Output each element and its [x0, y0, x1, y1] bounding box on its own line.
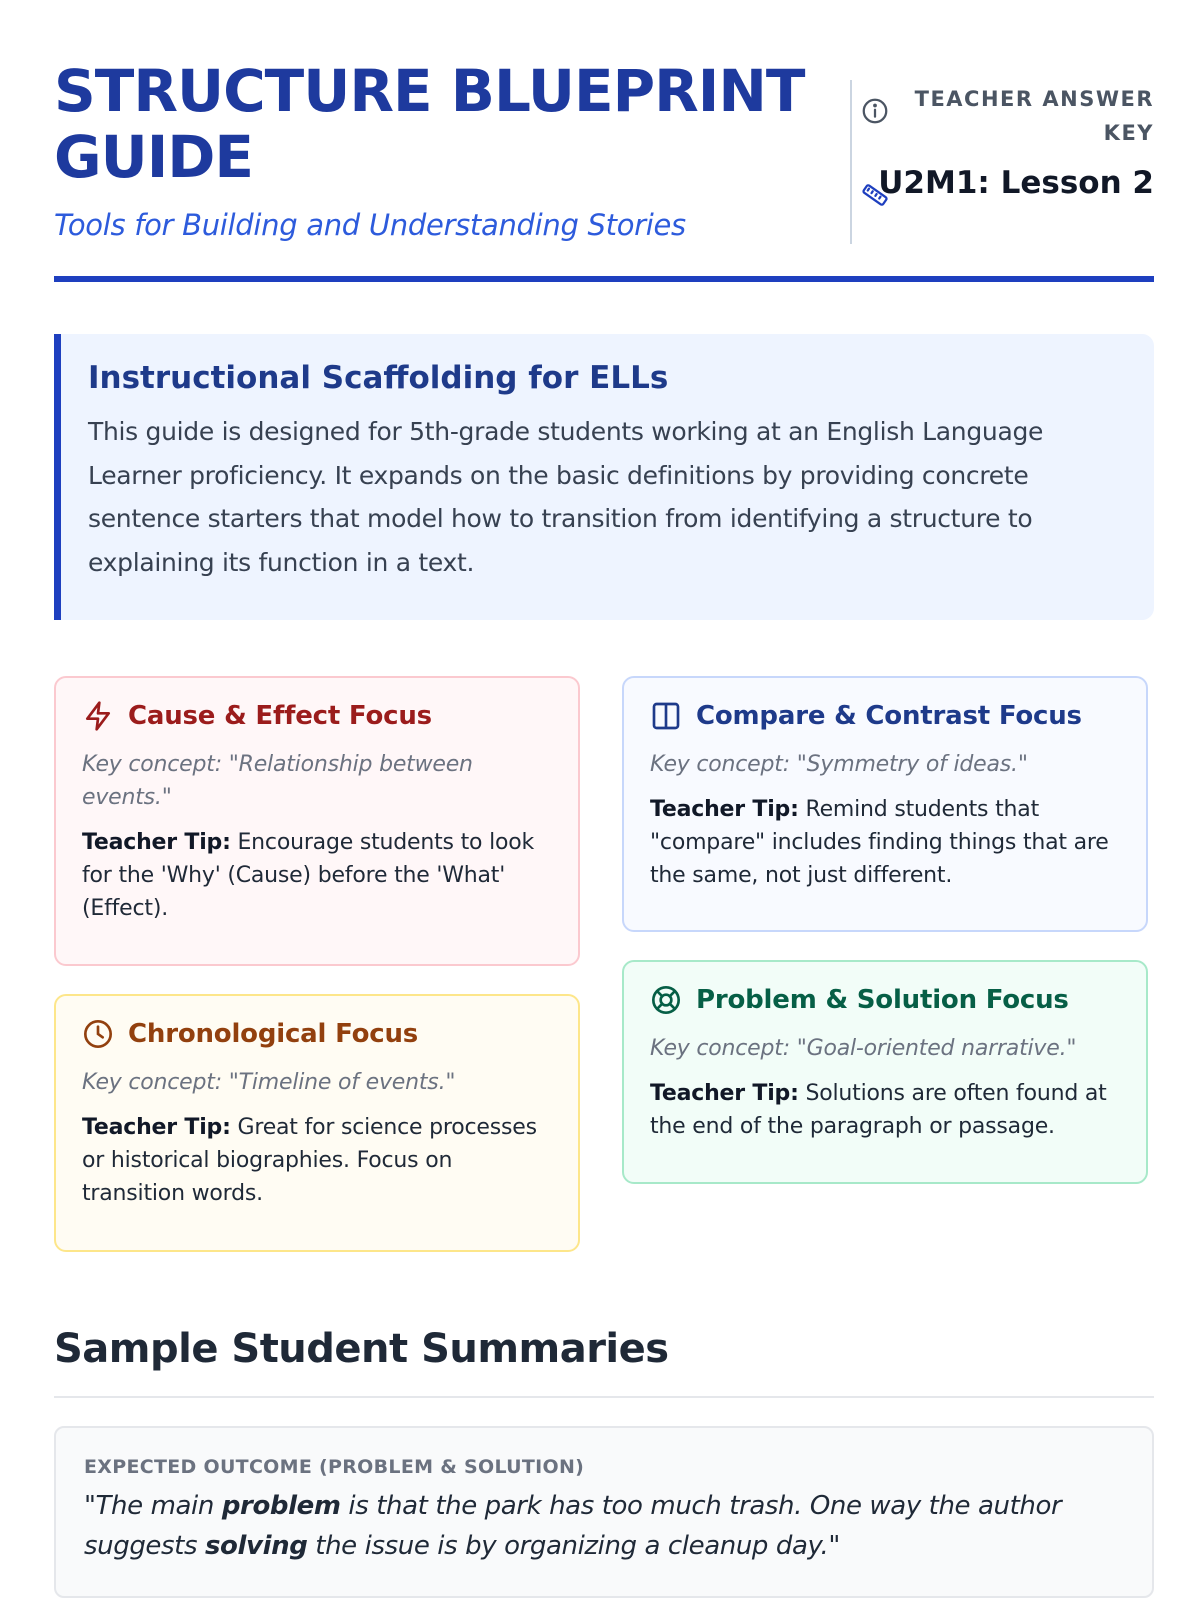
lesson-code: U2M1: Lesson 2 [878, 165, 1154, 201]
tip-label: Teacher Tip: [650, 1081, 799, 1106]
scaffolding-body: This guide is designed for 5th-grade students working at an English Language Learner proficiency. It expands on the basic definitions by providing concrete sentence starters that model how to transition from identifying a structure to explaining its function in a text. [88, 417, 1044, 577]
problem-solution-card [622, 960, 1148, 1184]
quote-text: "The main [84, 1491, 222, 1521]
quote-text: the issue is by organizing a cleanup day." [307, 1531, 840, 1561]
tip-label: Teacher Tip: [650, 797, 799, 822]
key-concept: Key concept: "Goal-oriented narrative." [650, 1036, 1077, 1061]
card-title: Compare & Contrast Focus [696, 701, 1082, 731]
scaffolding-callout [54, 334, 1154, 620]
quote-keyword: problem [221, 1491, 341, 1521]
quote-keyword: solving [204, 1531, 308, 1561]
lifebuoy-icon [650, 984, 682, 1016]
chronological-card [54, 994, 580, 1252]
compare-contrast-card [622, 676, 1148, 932]
card-header [82, 700, 552, 732]
lightning-icon [82, 700, 114, 732]
card-header [650, 984, 1120, 1016]
tip-label: Teacher Tip: [82, 830, 231, 855]
header-divider [850, 80, 852, 244]
sample-quote [84, 1486, 1124, 1566]
card-title: Problem & Solution Focus [696, 985, 1069, 1015]
card-title: Cause & Effect Focus [128, 701, 432, 731]
sample-summary-box [54, 1426, 1154, 1598]
teacher-tip [82, 826, 552, 925]
scaffolding-title: Instructional Scaffolding for ELLs [88, 360, 669, 396]
tip-label: Teacher Tip: [82, 1115, 231, 1140]
teacher-tip [650, 1077, 1120, 1143]
lesson-meta [864, 82, 1154, 206]
tip-text: Remind students that "compare" includes finding things that are the same, not just different. [650, 797, 1109, 888]
teacher-tip [82, 1111, 552, 1210]
tip-text: Solutions are often found at the end of the paragraph or passage. [650, 1081, 1107, 1139]
answer-key-label: TEACHER ANSWER KEY [914, 87, 1154, 145]
key-concept: Key concept: "Relationship between events." [82, 752, 473, 810]
key-concept: Key concept: "Timeline of events." [82, 1070, 456, 1095]
columns-icon [650, 700, 682, 732]
quote-text: is that the park has too much trash. One way the author suggests [84, 1491, 1062, 1561]
key-concept: Key concept: "Symmetry of ideas." [650, 752, 1028, 777]
card-title: Chronological Focus [128, 1019, 419, 1049]
tip-text: Great for science processes or historical biographies. Focus on transition words. [82, 1115, 537, 1206]
clock-icon [82, 1018, 114, 1050]
teacher-tip [650, 793, 1120, 892]
cause-effect-card [54, 676, 580, 966]
card-header [82, 1018, 552, 1050]
samples-heading: Sample Student Summaries [54, 1326, 1154, 1398]
header [54, 56, 1154, 282]
page-title: STRUCTURE BLUEPRINT GUIDE [54, 57, 805, 191]
sample-label: EXPECTED OUTCOME (PROBLEM & SOLUTION) [84, 1456, 585, 1478]
card-header [650, 700, 1120, 732]
page-subtitle: Tools for Building and Understanding Stories [54, 208, 686, 242]
tip-text: Encourage students to look for the 'Why' (Cause) before the 'What' (Effect). [82, 830, 535, 921]
